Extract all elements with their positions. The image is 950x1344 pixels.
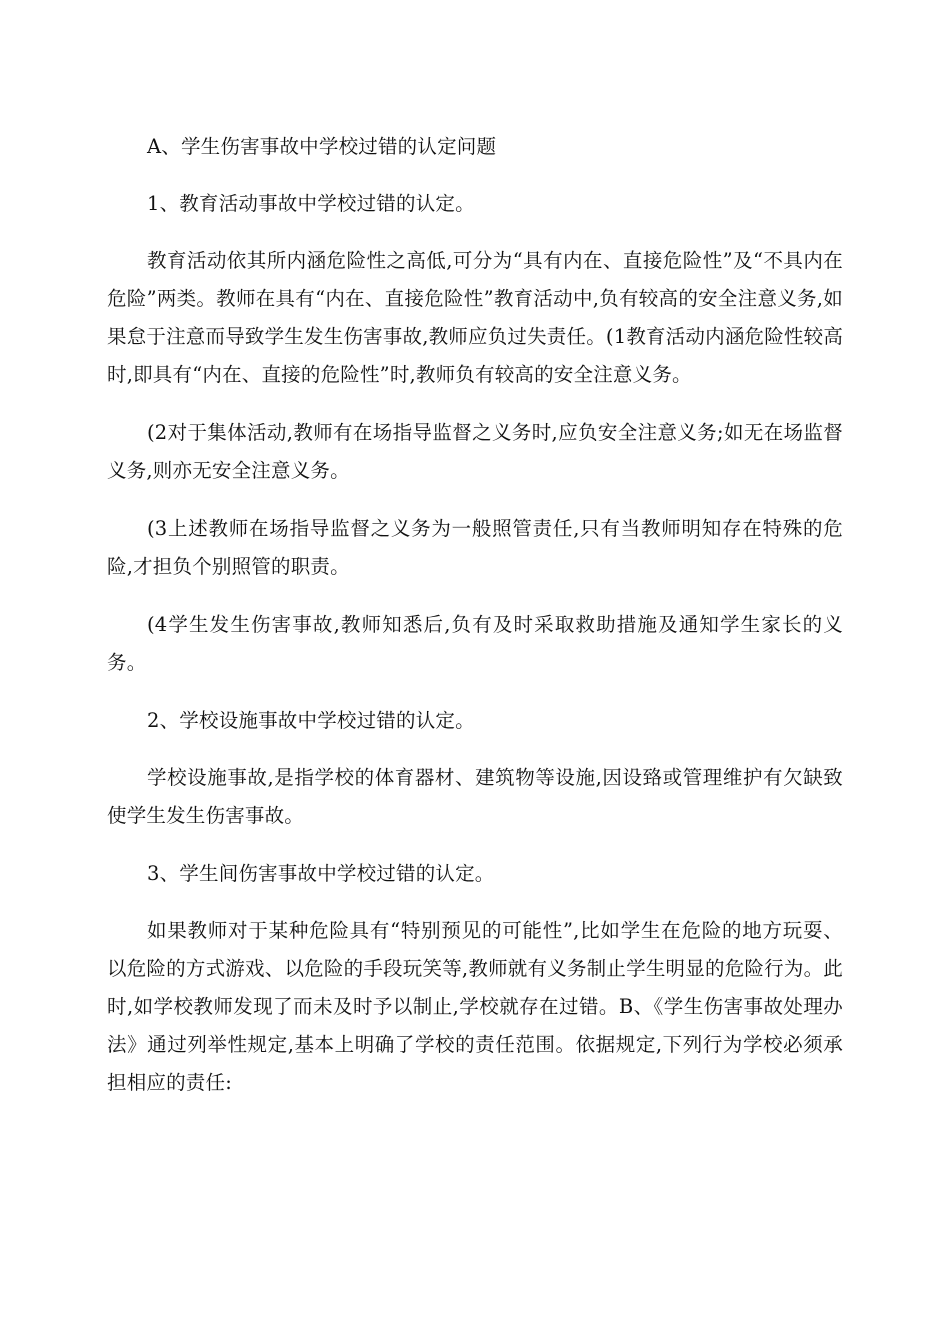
paragraph-student-injury: 如果教师对于某种危险具有“特别预见的可能性”,比如学生在危险的地方玩耍、以危险的方式游戏、以危险的手段玩笑等,教师就有义务制止学生明显的危险行为。此时,如学校教师发现了而未及时予以制止,学校就存在过错。B、《学生伤害事故处理办法》通过列举性规定,基本上明确了学校的责任范围。依据规定,下列行为学校必须承担相应的责任: — [107, 919, 843, 1094]
subheading-education-activity: 1、教育活动事故中学校过错的认定。 — [147, 192, 475, 215]
subheading-student-injury: 3、学生间伤害事故中学校过错的认定。 — [147, 862, 495, 885]
document-body — [107, 128, 843, 1119]
paragraph-education-activity: 教育活动依其所内涵危险性之高低,可分为“具有内在、直接危险性”及“不具内在危险”两类。教师在具有“内在、直接危险性”教育活动中,负有较高的安全注意义务,如果怠于注意而导致学生发生伤害事故,教师应负过失责任。(1教育活动内涵危险性较高时,即具有“内在、直接的危险性”时,教师负有较高的安全注意义务。 — [107, 249, 844, 386]
paragraph-item-4: (4学生发生伤害事故,教师知悉后,负有及时采取救助措施及通知学生家长的义务。 — [107, 613, 843, 674]
subheading-school-facilities: 2、学校设施事故中学校过错的认定。 — [147, 709, 475, 732]
section-heading-a: A、学生伤害事故中学校过错的认定问题 — [147, 135, 497, 158]
paragraph-item-3: (3上述教师在场指导监督之义务为一般照管责任,只有当教师明知存在特殊的危险,才担负个别照管的职责。 — [107, 517, 843, 578]
paragraph-school-facilities: 学校设施事故,是指学校的体育器材、建筑物等设施,因设臵或管理维护有欠缺致使学生发生伤害事故。 — [107, 766, 843, 827]
paragraph-item-2: (2对于集体活动,教师有在场指导监督之义务时,应负安全注意义务;如无在场监督义务,则亦无安全注意义务。 — [107, 421, 843, 482]
